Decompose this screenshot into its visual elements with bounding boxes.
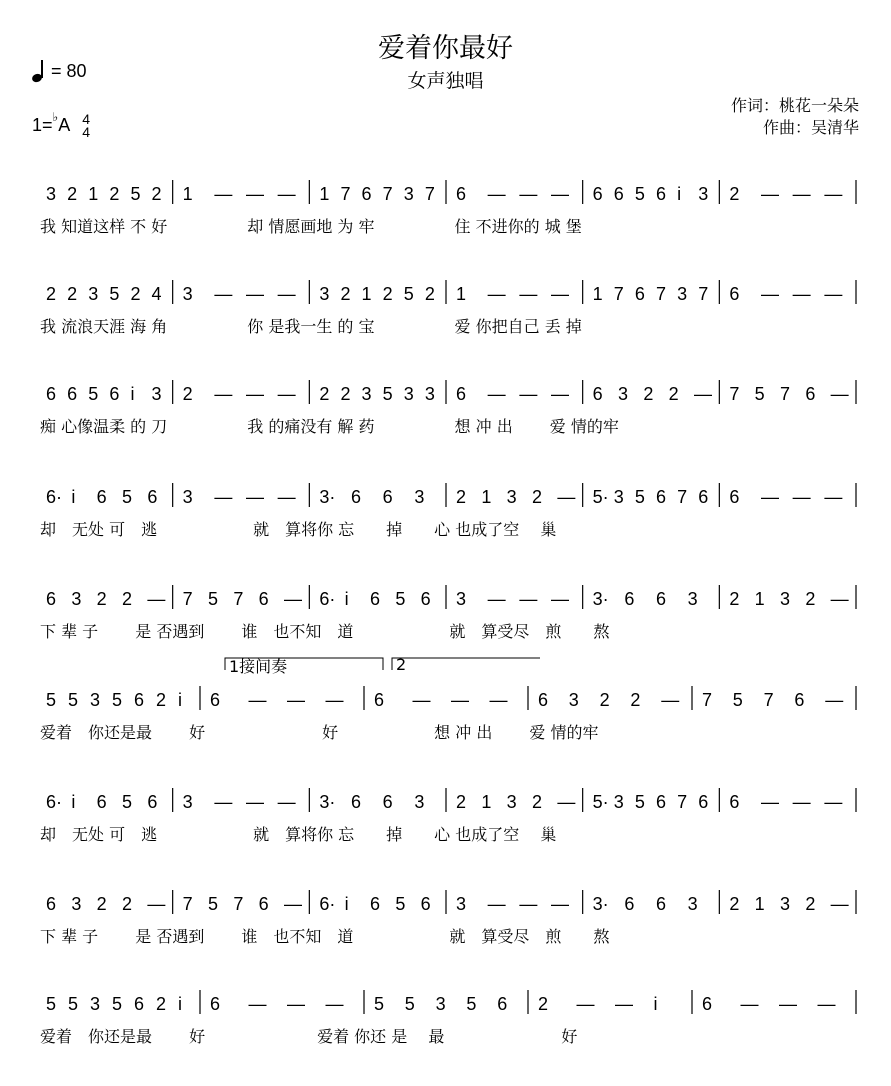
- note: i: [344, 589, 349, 609]
- note: —: [519, 384, 538, 404]
- note: 5·: [592, 487, 609, 507]
- note: 7: [780, 384, 791, 404]
- note: —: [287, 994, 305, 1014]
- note: 2: [643, 384, 654, 404]
- note: 3: [506, 487, 517, 507]
- lyric-line: 爱着 你还是最 好 爱着 你还 是 最 好: [40, 1027, 578, 1046]
- note: 3: [506, 792, 517, 812]
- note: 5: [395, 894, 406, 914]
- lyric-line: 下 辈 子 是 否遇到 谁 也不知 道 就 算受尽 煎 熬: [40, 927, 610, 946]
- note: 2: [729, 894, 740, 914]
- note: i: [178, 994, 182, 1014]
- note: —: [284, 894, 302, 914]
- note: 1: [319, 184, 330, 204]
- note: 6: [96, 792, 107, 812]
- note: 3: [677, 284, 688, 304]
- lyric-line: 痴 心像温柔 的 刀 我 的痛没有 解 药 想 冲 出 爱 情的牢: [40, 417, 619, 436]
- note: 2: [109, 184, 120, 204]
- note: 2: [340, 284, 351, 304]
- note: —: [792, 487, 811, 507]
- note: 5: [68, 690, 79, 710]
- note: 2: [532, 792, 543, 812]
- note: 5: [634, 792, 645, 812]
- note: —: [487, 589, 506, 609]
- note: —: [519, 894, 538, 914]
- note: 5: [754, 384, 765, 404]
- note: 3: [568, 690, 579, 710]
- note: 3: [414, 792, 425, 812]
- note: 5: [122, 487, 133, 507]
- note: 6: [147, 792, 158, 812]
- note: 6: [592, 184, 603, 204]
- note: 5: [403, 284, 414, 304]
- time-denominator: 4: [82, 124, 91, 140]
- note: 6: [656, 589, 667, 609]
- note: 3: [424, 384, 435, 404]
- note: 2: [156, 690, 167, 710]
- note: 5: [122, 792, 133, 812]
- note: 6: [351, 792, 362, 812]
- note: 5: [130, 184, 141, 204]
- note: 2: [122, 589, 133, 609]
- note: 5: [466, 994, 477, 1014]
- note: 2: [599, 690, 610, 710]
- note: 1: [592, 284, 603, 304]
- note: 1: [456, 284, 467, 304]
- note: —: [246, 792, 264, 812]
- note: 5: [46, 994, 57, 1014]
- note: 2: [630, 690, 641, 710]
- note: —: [661, 690, 680, 710]
- note: —: [792, 792, 811, 812]
- note: —: [557, 792, 576, 812]
- note: —: [519, 589, 538, 609]
- note: —: [214, 792, 233, 812]
- note: 6: [134, 690, 145, 710]
- note: 6: [258, 589, 269, 609]
- note: 1: [88, 184, 99, 204]
- note: 6: [420, 894, 431, 914]
- note: —: [817, 994, 836, 1014]
- note: —: [519, 284, 538, 304]
- note: 3: [403, 184, 414, 204]
- note: 6: [96, 487, 107, 507]
- note: 6: [656, 487, 667, 507]
- note: 6: [613, 184, 624, 204]
- note: 6: [370, 589, 381, 609]
- note: i: [178, 690, 182, 710]
- note: 5·: [592, 792, 609, 812]
- composer-credit: 作曲：吴清华: [762, 120, 859, 137]
- note: 6: [420, 589, 431, 609]
- note: 7: [702, 690, 713, 710]
- tempo-value: = 80: [51, 61, 87, 81]
- song-subtitle: 女声独唱: [407, 71, 484, 92]
- note: 2: [156, 994, 167, 1014]
- note: 6: [147, 487, 158, 507]
- note: —: [792, 184, 811, 204]
- lyric-line: 我 知道这样 不 好 却 情愿画地 为 牢 住 不进你的 城 堡: [40, 217, 582, 236]
- note: —: [825, 690, 844, 710]
- note: 3: [780, 589, 791, 609]
- note: —: [551, 894, 569, 914]
- note: —: [694, 384, 712, 404]
- note: 7: [233, 589, 244, 609]
- note: 6: [624, 589, 635, 609]
- note: 3: [319, 284, 330, 304]
- note: —: [487, 894, 506, 914]
- note: 3: [182, 487, 193, 507]
- note: 7: [698, 284, 709, 304]
- note: 6: [805, 384, 816, 404]
- lyric-line: 却 无处 可 逃 就 算将你 忘 掉 心 也成了空 巢: [40, 825, 557, 844]
- note: 7: [763, 690, 774, 710]
- note: 2: [319, 384, 330, 404]
- note: 6: [656, 184, 667, 204]
- note: i: [130, 384, 135, 404]
- note: —: [489, 690, 508, 710]
- note: 5: [732, 690, 743, 710]
- note: 6: [351, 487, 362, 507]
- note: —: [830, 589, 849, 609]
- note: —: [277, 487, 296, 507]
- note: 6: [656, 894, 667, 914]
- note: —: [214, 384, 233, 404]
- note: 5: [46, 690, 57, 710]
- note: 3·: [319, 792, 336, 812]
- note: —: [551, 589, 569, 609]
- note: —: [287, 690, 305, 710]
- note: 3: [456, 894, 467, 914]
- note: —: [779, 994, 797, 1014]
- note: 6: [698, 487, 709, 507]
- note: —: [277, 384, 296, 404]
- note: 6·: [319, 589, 336, 609]
- note: 1: [182, 184, 193, 204]
- song-title: 爱着你最好: [378, 33, 513, 63]
- note: 3: [613, 487, 624, 507]
- note: 5: [634, 487, 645, 507]
- note: —: [761, 284, 779, 304]
- note: 2: [96, 589, 107, 609]
- note: 5: [112, 994, 123, 1014]
- note: 6: [634, 284, 645, 304]
- note: —: [246, 284, 264, 304]
- note: 6: [109, 384, 120, 404]
- note: 2: [668, 384, 679, 404]
- note: 3: [46, 184, 57, 204]
- note: 3: [71, 894, 82, 914]
- note: i: [71, 792, 76, 812]
- note: i: [71, 487, 76, 507]
- note: 6·: [46, 792, 63, 812]
- note: —: [246, 384, 264, 404]
- note: 6: [538, 690, 549, 710]
- note: 7: [656, 284, 667, 304]
- note: —: [551, 184, 569, 204]
- note: 6: [456, 184, 467, 204]
- note: 7: [729, 384, 740, 404]
- note: —: [248, 690, 267, 710]
- note: 3: [90, 994, 101, 1014]
- note: 3·: [319, 487, 336, 507]
- note: —: [615, 994, 633, 1014]
- note: —: [325, 994, 344, 1014]
- note: —: [248, 994, 267, 1014]
- note: 1: [754, 589, 765, 609]
- flat-sign: ♭: [52, 109, 59, 124]
- note: 1: [481, 487, 492, 507]
- note: —: [246, 184, 264, 204]
- note: 7: [677, 487, 688, 507]
- note: 3: [687, 894, 698, 914]
- note: 5: [634, 184, 645, 204]
- note: 6: [729, 792, 740, 812]
- note: 7: [233, 894, 244, 914]
- note: 3: [618, 384, 629, 404]
- note: 5: [109, 284, 120, 304]
- note: 6: [134, 994, 145, 1014]
- note: 3: [182, 792, 193, 812]
- note: —: [147, 894, 166, 914]
- note: 6: [46, 384, 57, 404]
- note: —: [487, 184, 506, 204]
- note: —: [830, 894, 849, 914]
- lyricist-credit: 作词：桃花一朵朵: [730, 98, 859, 115]
- note: 7: [340, 184, 351, 204]
- note: 2: [805, 894, 816, 914]
- note: —: [824, 487, 843, 507]
- note: —: [830, 384, 849, 404]
- key-note: A: [58, 114, 70, 135]
- note: 2: [424, 284, 435, 304]
- note: i: [344, 894, 349, 914]
- note: 1: [361, 284, 372, 304]
- note: 2: [729, 184, 740, 204]
- note: 5: [208, 894, 219, 914]
- note: 6: [46, 589, 57, 609]
- note: —: [551, 384, 569, 404]
- note: 6: [497, 994, 508, 1014]
- note: 7: [613, 284, 624, 304]
- note: 3: [456, 589, 467, 609]
- note: 6: [46, 894, 57, 914]
- note: 6: [374, 690, 385, 710]
- volta-1-label: 1接间奏: [229, 657, 288, 676]
- note: 6·: [46, 487, 63, 507]
- note: 3: [71, 589, 82, 609]
- note: 6: [729, 487, 740, 507]
- note: 6: [624, 894, 635, 914]
- note: —: [761, 184, 779, 204]
- note: 3·: [592, 589, 609, 609]
- note: 7: [424, 184, 435, 204]
- note: 5: [88, 384, 99, 404]
- note: 4: [151, 284, 162, 304]
- note: —: [277, 184, 296, 204]
- note: —: [824, 184, 843, 204]
- note: 1: [754, 894, 765, 914]
- time-numerator: 4: [82, 111, 91, 127]
- note: 6: [656, 792, 667, 812]
- note: 5: [112, 690, 123, 710]
- note: 6: [794, 690, 805, 710]
- note: i: [653, 994, 658, 1014]
- note: 7: [182, 589, 193, 609]
- note: 5: [404, 994, 415, 1014]
- note: —: [740, 994, 759, 1014]
- note: —: [412, 690, 431, 710]
- note: 5: [208, 589, 219, 609]
- note: 3: [90, 690, 101, 710]
- note: 6: [382, 792, 393, 812]
- note: —: [214, 487, 233, 507]
- note: 2: [538, 994, 549, 1014]
- lyric-line: 却 无处 可 逃 就 算将你 忘 掉 心 也成了空 巢: [40, 520, 557, 539]
- note: —: [277, 284, 296, 304]
- note: 6·: [319, 894, 336, 914]
- note: —: [277, 792, 296, 812]
- note: 7: [382, 184, 393, 204]
- note: 6: [592, 384, 603, 404]
- note: i: [677, 184, 682, 204]
- note: 2: [182, 384, 193, 404]
- volta-2-label: 2: [396, 655, 407, 674]
- note: 1: [481, 792, 492, 812]
- note: 2: [130, 284, 141, 304]
- note: —: [557, 487, 576, 507]
- note: —: [284, 589, 302, 609]
- note: 2: [96, 894, 107, 914]
- note: 2: [456, 487, 467, 507]
- lyric-line: 我 流浪天涯 海 角 你 是我一生 的 宝 爱 你把自己 丢 掉: [40, 317, 582, 336]
- note: 6: [210, 994, 221, 1014]
- note: 5: [374, 994, 385, 1014]
- note: —: [451, 690, 469, 710]
- note: 6: [67, 384, 78, 404]
- note: —: [792, 284, 811, 304]
- note: —: [824, 284, 843, 304]
- note: —: [214, 284, 233, 304]
- note: 6: [258, 894, 269, 914]
- note: 6: [210, 690, 221, 710]
- note: 2: [456, 792, 467, 812]
- note: 6: [729, 284, 740, 304]
- note: —: [487, 384, 506, 404]
- note: —: [761, 487, 779, 507]
- note: 2: [46, 284, 57, 304]
- note: 3: [698, 184, 709, 204]
- note: —: [576, 994, 595, 1014]
- note: 2: [382, 284, 393, 304]
- note: 2: [532, 487, 543, 507]
- note: 2: [67, 284, 78, 304]
- note: 5: [68, 994, 79, 1014]
- note: 3: [151, 384, 162, 404]
- note: 3: [88, 284, 99, 304]
- note: 2: [122, 894, 133, 914]
- note: —: [246, 487, 264, 507]
- note: 3·: [592, 894, 609, 914]
- note: 5: [382, 384, 393, 404]
- note: 3: [687, 589, 698, 609]
- note: —: [761, 792, 779, 812]
- note: 7: [677, 792, 688, 812]
- note: 3: [403, 384, 414, 404]
- note: 2: [340, 384, 351, 404]
- note: 6: [361, 184, 372, 204]
- note: 6: [698, 792, 709, 812]
- note: 3: [414, 487, 425, 507]
- key-prefix: 1=: [32, 114, 53, 135]
- note: 3: [182, 284, 193, 304]
- note: 3: [435, 994, 446, 1014]
- note: —: [519, 184, 538, 204]
- note: —: [487, 284, 506, 304]
- note: 2: [67, 184, 78, 204]
- note: 3: [361, 384, 372, 404]
- note: 6: [382, 487, 393, 507]
- lyric-line: 下 辈 子 是 否遇到 谁 也不知 道 就 算受尽 煎 熬: [40, 622, 610, 641]
- note: 2: [729, 589, 740, 609]
- note: —: [214, 184, 233, 204]
- note: 2: [805, 589, 816, 609]
- note: —: [824, 792, 843, 812]
- note: —: [325, 690, 344, 710]
- lyric-line: 爱着 你还是最 好 好 想 冲 出 爱 情的牢: [40, 723, 599, 742]
- note: —: [551, 284, 569, 304]
- note: 5: [395, 589, 406, 609]
- volta-2-bracket: [392, 658, 540, 670]
- note: 3: [780, 894, 791, 914]
- note: 6: [702, 994, 713, 1014]
- note: 6: [456, 384, 467, 404]
- note: 2: [151, 184, 162, 204]
- note: 7: [182, 894, 193, 914]
- note: —: [147, 589, 166, 609]
- note: 6: [370, 894, 381, 914]
- note: 3: [613, 792, 624, 812]
